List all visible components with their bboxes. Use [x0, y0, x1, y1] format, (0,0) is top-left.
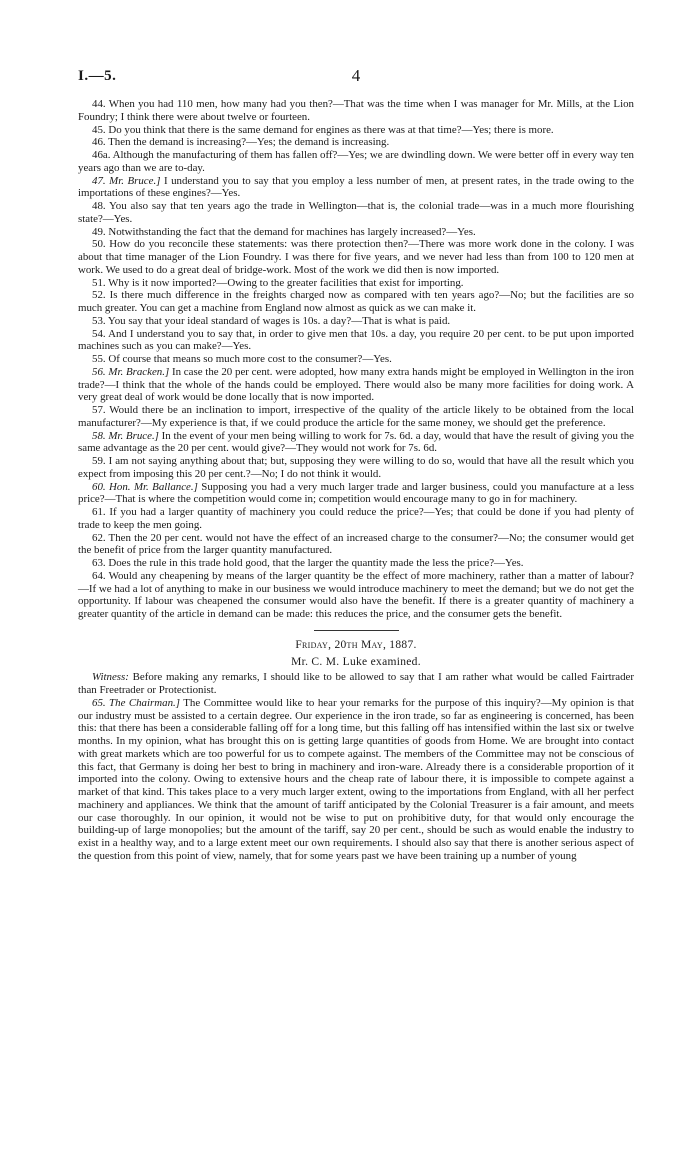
paragraph-text: In case the 20 per cent. were adopted, how many extra hands might be employed in Wellington in the iron trade?—I think that the whole of the hands could be employed. There would also be many more facilities for doing work. A very great deal of work would be done locally that is now imported. — [78, 365, 634, 404]
testimony-paragraph — [78, 124, 634, 137]
paragraph-text: 53. You say that your ideal standard of wages is 10s. a day?—That is what is paid. — [92, 314, 451, 327]
paragraph-text: 48. You also say that ten years ago the trade in Wellington—that is, the colonial trade—was in a much more flourishing state?—Yes. — [78, 200, 634, 225]
testimony-paragraph — [78, 353, 634, 366]
paragraph-text: 54. And I understand you to say that, in order to give men that 10s. a day, you require 20 per cent. to be put upon imported machines such as you can make?—Yes. — [78, 327, 634, 353]
paragraph-text: 57. Would there be an inclination to import, irrespective of the quality of the article likely to be obtained from the local manufacturer?—My experience is that, if we could produce the article for the same money, we should get the preference. — [78, 404, 634, 429]
paragraph-text: 62. Then the 20 per cent. would not have the effect of an increased charge to the consumer?—No; the consumer would get the benefit of price from the larger quantity manufactured. — [78, 531, 634, 557]
testimony-paragraph — [78, 149, 634, 175]
paragraph-text: The Committee would like to hear your remarks for the purpose of this inquiry?—My opinion is that our industry must be assisted to a certain degree. Our experience in the iron trade, so far as engineering is concerned, has been this: that there has been a considerable falling off for a long time, but this falling off has intensified within the last six or twelve months. In my opinion, what has brought this on is getting large quantities of goods from Home. We are brought into contact with great markets which are too powerful for us to compete against. The members of the Committee may not be conscious of this fact, that Germany is doing her best to bring in machinery and iron-ware. Already there is a considerable proportion of it imported into the colony. Owing to extensive hours and the cheap rate of labour there, it is impossible to compete against a market of that kind. This takes place to a very much larger extent, owing to the importations from England, with all her perfect machinery and appliances. We think that the amount of tariff anticipated by the Colonial Treasurer is a fair amount, and meets our case thoroughly. In our opinion, it would not be wise to put on prohibitive duty, for that would only encourage the building-up of large monopolies; but the amount of the tariff, say 20 per cent., should be such as would enable the industry to exist in a healthy way, and to a large extent meet our own requirements. I should also say that there is another serious aspect of the question from this point of view, namely, that for some years past we have been training up a number of young — [78, 696, 634, 862]
page-number: 4 — [351, 66, 361, 85]
session-date: Friday, 20th May, 1887. — [295, 638, 417, 651]
paragraph-text: 50. How do you reconcile these statements: was there protection then?—There was more work done in the colony. I was about that time manager of the Lion Foundry. I was there for five years, and we never had less than from 100 to 120 men at work. We used to do a great deal of bridge-work. Most of the work we did then is now imported. — [78, 238, 634, 276]
paragraph-text: 52. Is there much difference in the freights charged now as compared with ten years ago?—No; but the facilities are so much greater. You can get a machine from England now almost as quick as we can make it. — [78, 289, 634, 314]
testimony-paragraph — [78, 289, 634, 315]
document-page — [78, 60, 634, 863]
paragraph-text: I understand you to say that you employ a less number of men, at present rates, in the trade owing to the importations of these engines?—Yes. — [78, 174, 634, 200]
testimony-paragraph — [78, 238, 634, 276]
testimony-paragraph — [78, 671, 634, 697]
testimony-paragraph — [78, 175, 634, 201]
testimony-paragraph — [78, 430, 634, 456]
evidence-section-2 — [78, 671, 634, 862]
document-reference: I.—5. — [78, 68, 117, 84]
testimony-paragraph — [78, 98, 634, 124]
page-header — [78, 60, 634, 88]
paragraph-text: 51. Why is it now imported?—Owing to the greater facilities that exist for importing. — [92, 276, 464, 289]
document-body — [78, 98, 634, 863]
paragraph-text: 61. If you had a larger quantity of machinery you could reduce the price?—Yes; that could be done if you had plenty of trade to keep the men going. — [78, 506, 634, 531]
paragraph-text: 46. Then the demand is increasing?—Yes; the demand is increasing. — [92, 136, 390, 149]
paragraph-text: 45. Do you think that there is the same demand for engines as there was at that time?—Yes; there is more. — [92, 123, 554, 136]
witness-heading: Mr. C. M. Luke examined. — [291, 655, 421, 668]
paragraph-text: 49. Notwithstanding the fact that the demand for machines has largely increased?—Yes. — [92, 225, 476, 238]
paragraph-text: 64. Would any cheapening by means of the larger quantity be the effect of more machinery, rather than a matter of labour?—If we had a lot of anything to make in our business we would introduce machinery to meet the demand; but we do not get the opportunity. If labour was cheapened the consumer would also have the benefit. If there is a greater quantity of machinery a greater quantity of the article in demand can be made: this reduces the price, and the consumer gets the benefit. — [78, 569, 634, 620]
paragraph-text: 46a. Although the manufacturing of them has fallen off?—Yes; we are dwindling down. We were better off in every way ten years ago than we are to-day. — [78, 149, 634, 174]
paragraph-text: Supposing you had a very much larger trade and larger business, could you manufacture at a less price?—That is where the competition would come in; competition would encourage many to go in for machinery. — [78, 480, 634, 506]
testimony-paragraph — [78, 328, 634, 354]
testimony-paragraph — [78, 697, 634, 863]
paragraph-text: Before making any remarks, I should like to be allowed to say that I am rather what would be called Fairtrader than Freetrader or Protectionist. — [78, 671, 634, 696]
paragraph-text: 44. When you had 110 men, how many had you then?—That was the time when I was manager for Mr. Mills, at the Lion Foundry; I think there were about twelve or fourteen. — [78, 98, 634, 123]
testimony-paragraph — [78, 506, 634, 532]
evidence-section-1 — [78, 98, 634, 621]
testimony-paragraph — [78, 226, 634, 239]
speaker-label: Witness: — [92, 671, 129, 684]
paragraph-text: 59. I am not saying anything about that; but, supposing they were willing to do so, would that have all the result which you expect from imposing this 20 per cent.?—No; I do not think it would. — [78, 455, 634, 480]
section-divider — [314, 630, 399, 631]
testimony-paragraph — [78, 315, 634, 328]
speaker-label: 60. Hon. Mr. Ballance.] — [92, 480, 198, 493]
testimony-paragraph — [78, 366, 634, 404]
speaker-label: 56. Mr. Bracken.] — [92, 365, 170, 378]
speaker-label: 58. Mr. Bruce.] — [92, 429, 159, 442]
testimony-paragraph — [78, 557, 634, 570]
testimony-paragraph — [78, 200, 634, 226]
testimony-paragraph — [78, 136, 634, 149]
testimony-paragraph — [78, 404, 634, 430]
speaker-label: 47. Mr. Bruce.] — [92, 174, 161, 187]
speaker-label: 65. The Chairman.] — [92, 696, 180, 709]
paragraph-text: 55. Of course that means so much more cost to the consumer?—Yes. — [92, 353, 392, 365]
paragraph-text: In the event of your men being willing to work for 7s. 6d. a day, would that have the result of giving you the same advantage as the 20 per cent. would give?—They would not work for 7s. 6d. — [78, 429, 634, 455]
testimony-paragraph — [78, 570, 634, 621]
testimony-paragraph — [78, 532, 634, 558]
testimony-paragraph — [78, 455, 634, 481]
testimony-paragraph — [78, 481, 634, 507]
testimony-paragraph — [78, 277, 634, 290]
paragraph-text: 63. Does the rule in this trade hold good, that the larger the quantity made the less the price?—Yes. — [92, 557, 524, 569]
